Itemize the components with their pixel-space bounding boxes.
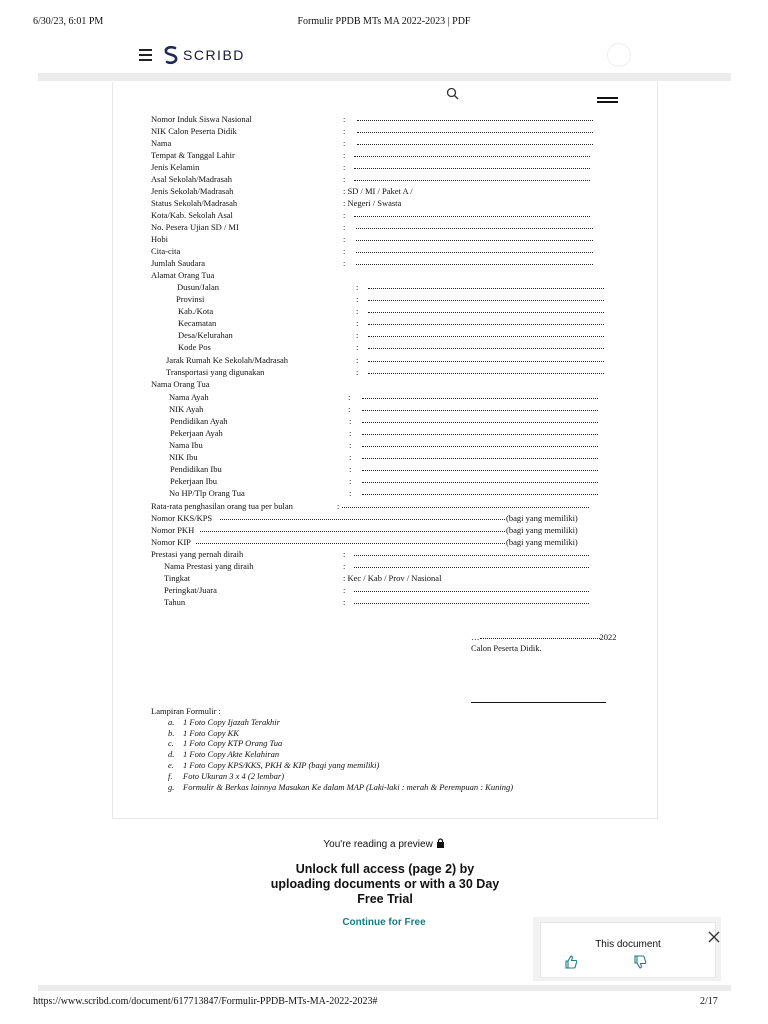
form-field-colon: : [343,549,346,559]
search-icon[interactable] [446,87,459,100]
form-field-blank [362,494,598,495]
unlock-heading: Unlock full access (page 2) by uploading documents or with a 30 Day Free Trial [270,862,500,906]
attachment-text: 1 Foto Copy KPS/KKS, PKH & KIP (bagi yang memiliki) [183,759,380,770]
attachments-list [151,717,513,793]
form-row [0,342,768,353]
attachment-item [151,771,513,782]
form-field-label: Nomor KKS/KPS [151,513,213,523]
form-row [0,318,768,329]
form-row [0,379,768,390]
attachment-key: g. [168,781,175,792]
form-row [0,573,768,584]
form-field-blank [362,470,598,471]
form-field-label: Nama Ibu [169,440,203,450]
user-avatar[interactable] [607,43,631,67]
form-row [0,501,768,512]
form-field-blank [356,252,593,253]
attachment-text: 1 Foto Copy KK [183,727,239,738]
form-row [0,440,768,451]
rating-title: This document [595,939,661,950]
form-field-label: Status Sekolah/Madrasah [151,198,238,208]
form-field-label: Kode Pos [178,342,211,352]
form-row [0,416,768,427]
scribd-logo-icon [163,45,179,65]
form-field-label: Prestasi yang pernah diraih [151,549,244,559]
form-row [0,513,768,524]
form-field-colon: : [343,258,346,268]
form-field-label: Jenis Sekolah/Madrasah [151,186,234,196]
form-field-colon: : [349,440,352,450]
form-row [0,392,768,403]
document-toolbar [0,82,768,112]
form-field-colon: : Negeri / Swasta [343,198,402,208]
preview-note [0,838,768,850]
form-field-colon: (bagi yang memiliki) [506,525,578,535]
form-row [0,476,768,487]
form-field-colon: : [356,330,359,340]
preview-note-text: You're reading a preview [323,839,433,850]
signature-date [471,632,617,642]
form-row [0,367,768,378]
form-field-colon: : [343,150,346,160]
signature-date-dots [480,638,600,639]
form-field-blank [368,324,604,325]
form-field-blank [368,348,604,349]
form-field-colon: : [356,318,359,328]
signature-line [471,702,606,703]
attachment-text: 1 Foto Copy Ijazah Terakhir [183,716,280,727]
form-field-label: Nomor KIP [151,537,191,547]
attachment-key: b. [168,727,175,738]
form-row [0,186,768,197]
thumbs-down-icon[interactable] [633,955,647,969]
attachment-text: Formulir & Berkas lainnya Masukan Ke dalam MAP (Laki-laki : merah & Perempuan : Kuning) [183,781,514,792]
form-field-label: Nama Ayah [169,392,209,402]
form-row [0,294,768,305]
menu-icon[interactable] [139,49,152,60]
form-field-label: Tempat & Tanggal Lahir [151,150,235,160]
form-field-label: NIK Calon Peserta Didik [151,126,237,136]
attachment-item [151,760,513,771]
form-field-colon: : [343,210,346,220]
form-field-label: Pekerjaan Ibu [170,476,217,486]
print-url: https://www.scribd.com/document/617713847/Formulir-PPDB-MTs-MA-2022-2023# [33,996,378,1007]
footer-divider [38,985,731,991]
form-field-colon: : [343,222,346,232]
form-row [0,114,768,125]
form-row [0,138,768,149]
form-row [0,162,768,173]
form-field-label: Pendidikan Ibu [170,464,222,474]
attachment-key: f. [168,770,173,781]
form-field-blank [362,446,598,447]
form-field-label: Jumlah Saudara [151,258,206,268]
form-row [0,404,768,415]
form-field-label: Desa/Kelurahan [178,330,233,340]
form-field-blank [357,132,593,133]
form-field-colon: : [343,597,346,607]
form-field-blank [362,422,598,423]
form-field-label: Pekerjaan Ayah [170,428,223,438]
form-field-colon: : [349,416,352,426]
form-field-blank [368,361,604,362]
attachment-key: d. [168,749,175,760]
form-field-colon: : [348,404,351,414]
form-field-label: Pendidikan Ayah [170,416,228,426]
form-field-blank [200,531,505,532]
form-field-blank [356,228,593,229]
form-field-blank [354,591,589,592]
attachment-item [151,717,513,728]
form-row [0,464,768,475]
form-row [0,174,768,185]
attachment-text: 1 Foto Copy Akte Kelahiran [183,749,280,760]
form-field-colon: : [343,174,346,184]
print-page-number: 2/17 [700,996,718,1007]
scribd-logo[interactable] [163,43,245,67]
form-field-colon: : [343,126,346,136]
form-row [0,210,768,221]
form-field-blank [362,398,598,399]
form-field-colon: : [343,162,346,172]
form-field-colon: : [343,246,346,256]
form-field-label: Tahun [164,597,186,607]
form-field-colon: : [343,114,346,124]
form-field-label: Provinsi [176,294,205,304]
form-row [0,150,768,161]
form-field-label: Nama Orang Tua [151,379,210,389]
form-row [0,330,768,341]
form-field-blank [368,336,604,337]
form-field-colon: : Kec / Kab / Prov / Nasional [343,573,442,583]
form-field-colon: : [356,282,359,292]
form-field-colon: : [349,464,352,474]
form-field-colon: : [356,367,359,377]
form-row [0,355,768,366]
thumbs-up-icon[interactable] [564,955,578,969]
outline-menu-icon[interactable] [597,97,618,105]
form-field-colon: : [356,294,359,304]
form-row [0,561,768,572]
form-row [0,126,768,137]
form-field-label: Peringkat/Juara [164,585,217,595]
form-field-label: Nama Prestasi yang diraih [164,561,254,571]
form-field-label: Hobi [151,234,168,244]
form-field-label: NIK Ayah [169,404,204,414]
print-title: Formulir PPDB MTs MA 2022-2023 | PDF [297,16,471,27]
form-field-blank [354,156,590,157]
form-field-colon: : [343,561,346,571]
lock-icon [436,838,445,848]
form-field-label: NIK Ibu [169,452,198,462]
form-field-label: Kecamatan [178,318,217,328]
form-field-label: Tingkat [164,573,191,583]
form-row [0,525,768,536]
continue-for-free-link[interactable]: Continue for Free [342,917,426,928]
attachment-item [151,738,513,749]
scribd-logo-text: SCRIBD [183,47,245,63]
form-field-blank [368,288,604,289]
print-datetime: 6/30/23, 6:01 PM [33,16,104,27]
form-field-blank [362,482,598,483]
form-field-blank [368,300,604,301]
form-row [0,234,768,245]
form-row [0,222,768,233]
form-row [0,270,768,281]
form-field-blank [362,458,598,459]
form-row [0,258,768,269]
form-field-blank [368,373,604,374]
form-field-blank [362,434,598,435]
form-row [0,246,768,257]
form-field-blank [354,180,590,181]
form-row [0,597,768,608]
form-field-blank [368,312,604,313]
form-field-blank [362,410,598,411]
form-field-colon: : [343,138,346,148]
attachment-key: c. [168,738,174,749]
form-field-colon: (bagi yang memiliki) [506,513,578,523]
form-field-blank [220,519,505,520]
form-field-blank [354,567,589,568]
form-field-colon: : [337,501,340,511]
form-field-label: Dusun/Jalan [177,282,220,292]
form-field-blank [357,120,593,121]
form-field-colon: : [349,488,352,498]
attachments-section [151,706,513,792]
attachment-key: a. [168,716,175,727]
form-row [0,488,768,499]
form-field-colon: : [349,452,352,462]
attachment-text: Foto Ukuran 3 x 4 (2 lembar) [183,770,285,781]
form-field-label: Kota/Kab. Sekolah Asal [151,210,233,220]
rating-popup [533,917,721,981]
form-field-colon: : [356,306,359,316]
form-field-label: No. Pesera Ujian SD / MI [151,222,239,232]
form-row [0,306,768,317]
form-field-blank [354,168,590,169]
form-field-label: Jarak Rumah Ke Sekolah/Madrasah [166,355,289,365]
form-field-label: Alamat Orang Tua [151,270,215,280]
form-field-blank [354,603,589,604]
form-field-blank [342,507,589,508]
form-field-colon: : [343,234,346,244]
form-field-colon: : SD / MI / Paket A / [343,186,413,196]
form-row [0,537,768,548]
attachment-text: 1 Foto Copy KTP Orang Tua [183,738,283,749]
attachment-key: e. [168,759,174,770]
form-row [0,198,768,209]
attachment-item [151,782,513,793]
form-row [0,585,768,596]
attachments-title: Lampiran Formulir : [151,706,221,716]
form-field-label: Cita-cita [151,246,181,256]
form-field-blank [356,264,593,265]
form-field-label: Transportasi yang digunakan [166,367,265,377]
header-divider [38,73,731,81]
form-field-label: Kab./Kota [178,306,214,316]
form-field-colon: (bagi yang memiliki) [506,537,578,547]
form-field-label: Nomor PKH [151,525,195,535]
signature-role: Calon Peserta Didik. [471,643,542,653]
signature-year: 2022 [599,632,617,642]
form-field-colon: : [348,392,351,402]
form-field-colon: : [356,355,359,365]
scribd-top-bar [0,40,768,72]
form-field-colon: : [356,342,359,352]
form-field-label: Asal Sekolah/Madrasah [151,174,232,184]
form-field-blank [354,555,589,556]
signature-leading-dots: … [471,632,480,642]
form-field-colon: : [349,476,352,486]
form-field-label: No HP/Tlp Orang Tua [169,488,245,498]
form-field-label: Rata-rata penghasilan orang tua per bulan [151,501,293,511]
form-field-blank [196,543,505,544]
form-field-label: Nama [151,138,172,148]
form-row [0,282,768,293]
form-field-label: Jenis Kelamin [151,162,200,172]
form-row [0,452,768,463]
rating-card [540,922,716,978]
form-row [0,549,768,560]
attachment-item [151,728,513,739]
form-field-blank [356,240,593,241]
form-row [0,428,768,439]
form-field-colon: : [343,585,346,595]
form-field-blank [357,144,593,145]
form-field-colon: : [349,428,352,438]
attachment-item [151,749,513,760]
form-field-blank [354,216,590,217]
form-field-label: Nomor Induk Siswa Nasional [151,114,252,124]
